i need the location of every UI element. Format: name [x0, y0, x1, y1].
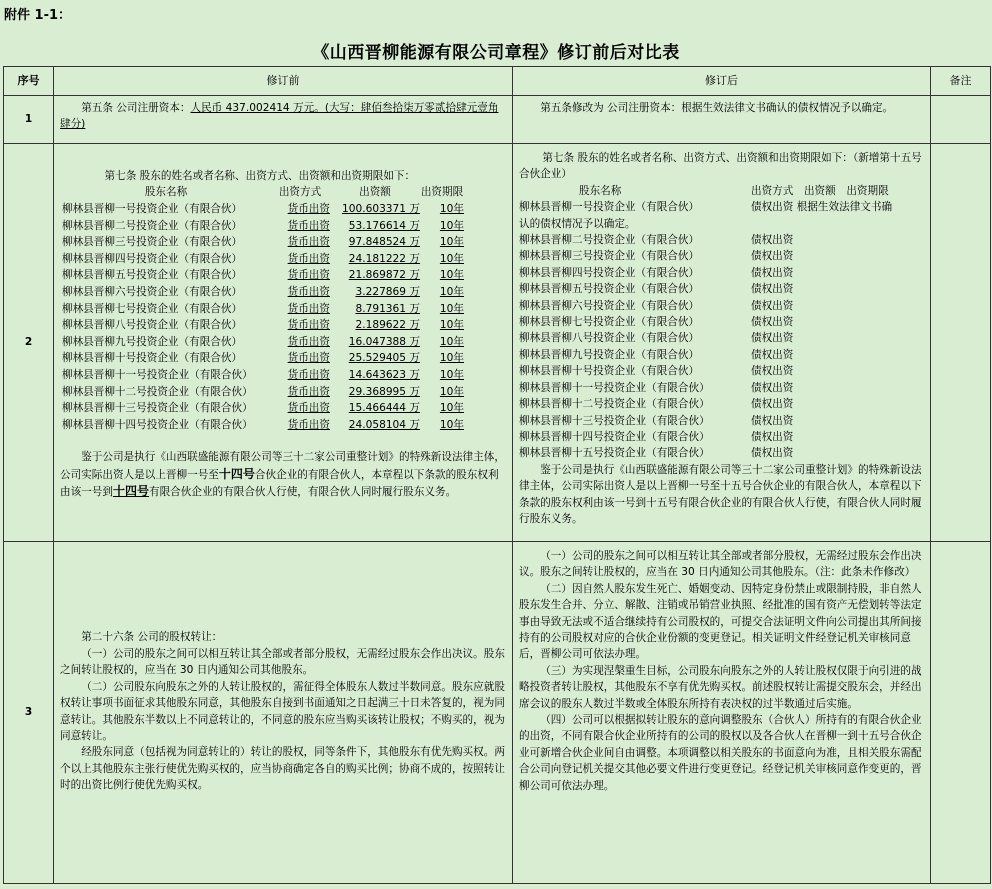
before-col-name: 股东名称	[144, 186, 188, 199]
holder-name: 柳林县晋柳十号投资企业（有限合伙）	[519, 365, 700, 378]
holder-term: 10年	[439, 402, 464, 415]
after-holder-row	[519, 265, 925, 281]
holder-amount: 8.791361 万	[355, 302, 420, 315]
table-header-row	[4, 67, 991, 96]
row1-before	[54, 96, 513, 144]
holder-name: 柳林县晋柳十一号投资企业（有限合伙）	[519, 381, 710, 394]
before-shareholder-table	[60, 184, 464, 433]
holder-method: 货币出资	[287, 368, 330, 381]
holder-name: 柳林县晋柳八号投资企业（有限合伙）	[519, 332, 700, 345]
holder-method: 货币出资	[287, 203, 330, 215]
header-note: 备注	[931, 67, 991, 96]
holder-term: 10年	[439, 252, 464, 265]
row-number: 1	[4, 96, 54, 144]
holder-amount: 21.869872 万	[348, 269, 420, 282]
after-holder-row	[519, 232, 925, 248]
holder-term: 10年	[439, 219, 464, 232]
holder-method: 债权出资	[751, 283, 794, 296]
after-holder-row	[519, 347, 925, 363]
holder-name: 柳林县晋柳十三号投资企业（有限合伙）	[519, 414, 710, 427]
holder-amount: 53.176614 万	[348, 219, 420, 232]
holder-method: 债权出资	[751, 250, 794, 263]
row3-before-paragraph: （一）公司的股东之间可以相互转让其全部或者部分股权，无需经过股东会作出决议。股东之间转让股权的，应当在 30 日内通知公司其他股东。	[60, 647, 505, 677]
holder-name: 柳林县晋柳三号投资企业（有限合伙）	[62, 236, 243, 249]
holder-name: 柳林县晋柳五号投资企业（有限合伙）	[62, 269, 243, 282]
holder-amount: 24.058104 万	[348, 418, 420, 431]
before-holder-row	[60, 234, 464, 251]
holder-term: 10年	[439, 335, 464, 348]
row3-before-paragraph: （二）公司股东向股东之外的人转让股权的，需征得全体股东人数过半数同意。股东应就股权转让事项书面征求其他股东同意，其他股东自接到书面通知之日起满三十日未答复的，视为同意转让。其他股东半数以上不同意转让的，不同意的股东应当购买该转让股权；不购买的，视为同意转让。	[60, 680, 505, 742]
holder-amount: 29.368995 万	[348, 385, 420, 398]
holder-term: 10年	[439, 285, 464, 298]
after-holder-row	[519, 363, 925, 379]
holder-method: 债权出资	[751, 414, 794, 427]
row1-note	[931, 96, 991, 144]
after-first-cont: 认的债权情况予以确定。	[519, 217, 636, 230]
holder-method: 货币出资	[287, 236, 330, 249]
holder-amount: 100.603371 万	[342, 203, 420, 215]
after-holder-row	[519, 314, 925, 330]
after-first-name: 柳林县晋柳一号投资企业（有限合伙）	[519, 201, 700, 214]
row1-after-text: 第五条修改为 公司注册资本：根据生效法律文书确认的债权情况予以确定。	[540, 102, 894, 114]
holder-name: 柳林县晋柳十一号投资企业（有限合伙）	[62, 368, 253, 381]
row2-after-note: 鉴于公司是执行《山西联盛能源有限公司等三十二家公司重整计划》的特殊新设法律主体，公司实际出资人是以上晋柳一号至十五号合伙企业的有限合伙人，本章程以下条款的股东权利由该一号到十五号有限合伙企业的有限合伙人行使，有限合伙人同时履行股东义务。	[519, 463, 922, 525]
row3-after-paragraph: （一）公司的股东之间可以相互转让其全部或者部分股权，无需经过股东会作出决议。股东之间转让股权的，应当在 30 日内通知公司其他股东。（注：此条未作修改）	[519, 550, 922, 579]
holder-name: 柳林县晋柳十四号投资企业（有限合伙）	[62, 418, 253, 431]
holder-method: 货币出资	[287, 402, 330, 415]
after-holder-row	[519, 298, 925, 314]
row2-after	[513, 144, 931, 542]
holder-amount: 3.227869 万	[355, 285, 420, 298]
before-holder-row	[60, 218, 464, 235]
holder-method: 债权出资	[751, 316, 794, 329]
row2-before	[54, 144, 513, 542]
row2-note	[931, 144, 991, 542]
holder-name: 柳林县晋柳二号投资企业（有限合伙）	[519, 234, 700, 247]
after-columns	[519, 183, 925, 199]
holder-amount: 15.466444 万	[348, 402, 420, 415]
attachment-label: 附件 1-1：	[4, 8, 72, 23]
after-holder-row	[519, 429, 925, 445]
before-holder-row	[60, 367, 464, 384]
holder-name: 柳林县晋柳七号投资企业（有限合伙）	[62, 302, 243, 315]
table-row	[4, 96, 991, 144]
holder-method: 债权出资	[751, 234, 794, 247]
holder-term: 10年	[439, 203, 464, 215]
after-first-holder	[519, 199, 925, 215]
table-row	[4, 542, 991, 884]
after-holder-list	[519, 232, 925, 462]
holder-amount: 14.643623 万	[348, 368, 420, 381]
holder-term: 10年	[439, 352, 464, 365]
holder-amount: 2.189622 万	[355, 319, 420, 332]
header-after: 修订后	[513, 67, 931, 96]
holder-name: 柳林县晋柳四号投资企业（有限合伙）	[519, 266, 700, 279]
row3-before	[54, 542, 513, 884]
holder-method: 货币出资	[287, 219, 330, 232]
holder-method: 货币出资	[287, 385, 330, 398]
holder-method: 债权出资	[751, 430, 794, 443]
holder-method: 货币出资	[287, 335, 330, 348]
after-holder-row	[519, 445, 925, 461]
before-holder-row	[60, 334, 464, 351]
before-holder-row	[60, 317, 464, 334]
before-holder-row	[60, 384, 464, 401]
holder-method: 债权出资	[751, 299, 794, 312]
row1-after	[513, 96, 931, 144]
header-before: 修订前	[54, 67, 513, 96]
holder-term: 10年	[439, 368, 464, 381]
holder-amount: 24.181222 万	[348, 252, 420, 265]
holder-name: 柳林县晋柳十二号投资企业（有限合伙）	[519, 398, 710, 411]
holder-term: 10年	[439, 385, 464, 398]
before-holder-row	[60, 267, 464, 284]
before-holder-row	[60, 400, 464, 417]
holder-method: 货币出资	[287, 418, 330, 431]
row2-after-intro: 第七条 股东的姓名或者名称、出资方式、出资额和出资期限如下：（新增第十五号合伙企业）	[519, 152, 922, 181]
holder-name: 柳林县晋柳四号投资企业（有限合伙）	[62, 252, 243, 265]
holder-term: 10年	[439, 319, 464, 332]
row3-after	[513, 542, 931, 884]
row3-after-paragraph: （四）公司可以根据拟转让股东的意向调整股东（合伙人）所持有的有限合伙企业的出资，不同有限合伙企业所持有的公司的股权以及各合伙人在晋柳一到十五号合伙企业可新增合伙企业间自由调整。本项调整以相关股东的书面意向为准，且相关股东需配合公司向登记机关提交其他必要文件进行变更登记。经登记机关审核同意作变更的，晋柳公司可依法办理。	[519, 714, 922, 792]
before-holder-row	[60, 350, 464, 367]
holder-amount: 25.529405 万	[348, 352, 420, 365]
table-row	[4, 144, 991, 542]
holder-method: 债权出资	[751, 398, 794, 411]
after-first-rest: 债权出资 根据生效法律文书确	[751, 201, 893, 214]
row-number: 2	[4, 144, 54, 542]
holder-method: 债权出资	[751, 332, 794, 345]
holder-name: 柳林县晋柳一号投资企业（有限合伙）	[62, 203, 243, 215]
holder-method: 债权出资	[751, 266, 794, 279]
before-holder-row	[60, 201, 464, 218]
before-holder-row	[60, 251, 464, 268]
holder-name: 柳林县晋柳七号投资企业（有限合伙）	[519, 316, 700, 329]
before-holder-row	[60, 417, 464, 434]
row1-before-prefix: 第五条 公司注册资本：	[81, 102, 191, 114]
row-number: 3	[4, 542, 54, 884]
holder-method: 货币出资	[287, 269, 330, 282]
before-holder-row	[60, 301, 464, 318]
before-col-term: 出资期限	[420, 186, 464, 199]
after-holder-row	[519, 380, 925, 396]
row1-before-capital: 人民币 437.002414 万元。(大写：肆佰叁拾柒万零贰拾肆元壹角肆分)	[60, 102, 499, 131]
holder-amount: 16.047388 万	[348, 335, 420, 348]
holder-name: 柳林县晋柳三号投资企业（有限合伙）	[519, 250, 700, 263]
holder-term: 10年	[439, 302, 464, 315]
holder-name: 柳林县晋柳六号投资企业（有限合伙）	[62, 285, 243, 298]
before-holder-row	[60, 284, 464, 301]
after-col-rest: 出资方式 出资额 出资期限	[751, 184, 889, 197]
holder-term: 10年	[439, 236, 464, 249]
holder-method: 债权出资	[751, 365, 794, 378]
holder-name: 柳林县晋柳八号投资企业（有限合伙）	[62, 319, 243, 332]
holder-method: 货币出资	[287, 352, 330, 365]
page-title: 《山西晋柳能源有限公司章程》修订前后对比表	[312, 43, 680, 63]
holder-name: 柳林县晋柳十五号投资企业（有限合伙）	[519, 447, 710, 460]
holder-name: 柳林县晋柳六号投资企业（有限合伙）	[519, 299, 700, 312]
holder-name: 柳林县晋柳十二号投资企业（有限合伙）	[62, 385, 253, 398]
holder-name: 柳林县晋柳二号投资企业（有限合伙）	[62, 219, 243, 232]
holder-term: 10年	[439, 269, 464, 282]
row3-note	[931, 542, 991, 884]
after-holder-row	[519, 248, 925, 264]
after-col-name: 股东名称	[579, 184, 622, 197]
holder-name: 柳林县晋柳五号投资企业（有限合伙）	[519, 283, 700, 296]
holder-method: 货币出资	[287, 302, 330, 315]
holder-method: 货币出资	[287, 285, 330, 298]
row3-before-paragraph: 经股东同意（包括视为同意转让的）转让的股权，同等条件下，其他股东有优先购买权。两个以上其他股东主张行使优先购买权的，应当协商确定各自的购买比例；协商不成的，按照转让时的出资比例行使优先购买权。	[60, 746, 505, 792]
row2-before-note: 鉴于公司是执行《山西联盛能源有限公司等三十二家公司重整计划》的特殊新设法律主体，公司实际出资人是以上晋柳一号至十四号合伙企业的有限合伙人，本章程以下条款的股东权利由该一号到十四号有限合伙企业的有限合伙人行使，有限合伙人同时履行股东义务。	[60, 451, 505, 499]
row3-after-paragraph: （二）因自然人股东发生死亡、婚姻变动、因特定身份禁止或限制持股，非自然人股东发生合并、分立、解散、注销或吊销营业执照、经批准的国有资产无偿划转等法定事由导致无法或不适合继续持有公司股权的，可提交合法证明文件向公司提出其所间接持有的公司股权对应的合伙企业份额的变更登记。相关证明文件经登记机关审核同意后，晋柳公司可依法办理。	[519, 582, 922, 661]
row3-before-paragraph: 第二十六条 公司的股权转让：	[81, 631, 223, 644]
holder-name: 柳林县晋柳九号投资企业（有限合伙）	[62, 335, 243, 348]
before-col-method: 出资方式	[278, 186, 322, 199]
holder-method: 债权出资	[751, 348, 794, 361]
holder-method: 债权出资	[751, 447, 794, 460]
before-col-amount: 出资额	[359, 186, 391, 199]
holder-method: 货币出资	[287, 319, 330, 332]
after-holder-row	[519, 396, 925, 412]
after-holder-row	[519, 330, 925, 346]
row2-before-intro: 第七条 股东的姓名或者名称、出资方式、出资额和出资期限如下：	[104, 170, 416, 182]
header-seq: 序号	[4, 67, 54, 96]
holder-term: 10年	[439, 418, 464, 431]
holder-method: 货币出资	[287, 252, 330, 265]
after-holder-row	[519, 281, 925, 297]
comparison-table	[3, 66, 991, 884]
holder-name: 柳林县晋柳十四号投资企业（有限合伙）	[519, 430, 710, 443]
holder-amount: 97.848524 万	[348, 236, 420, 249]
holder-name: 柳林县晋柳九号投资企业（有限合伙）	[519, 348, 700, 361]
holder-method: 债权出资	[751, 381, 794, 394]
row3-after-paragraph: （三）为实现涅槃重生目标，公司股东向股东之外的人转让股权仅限于向引进的战略投资者转让股权，其他股东不享有优先购买权。前述股权转让需提交股东会，并经出席会议的股东人数过半数或全体股东所持有表决权的过半数通过后实施。	[519, 664, 922, 710]
holder-name: 柳林县晋柳十三号投资企业（有限合伙）	[62, 402, 253, 415]
holder-name: 柳林县晋柳十号投资企业（有限合伙）	[62, 352, 243, 365]
after-holder-row	[519, 413, 925, 429]
